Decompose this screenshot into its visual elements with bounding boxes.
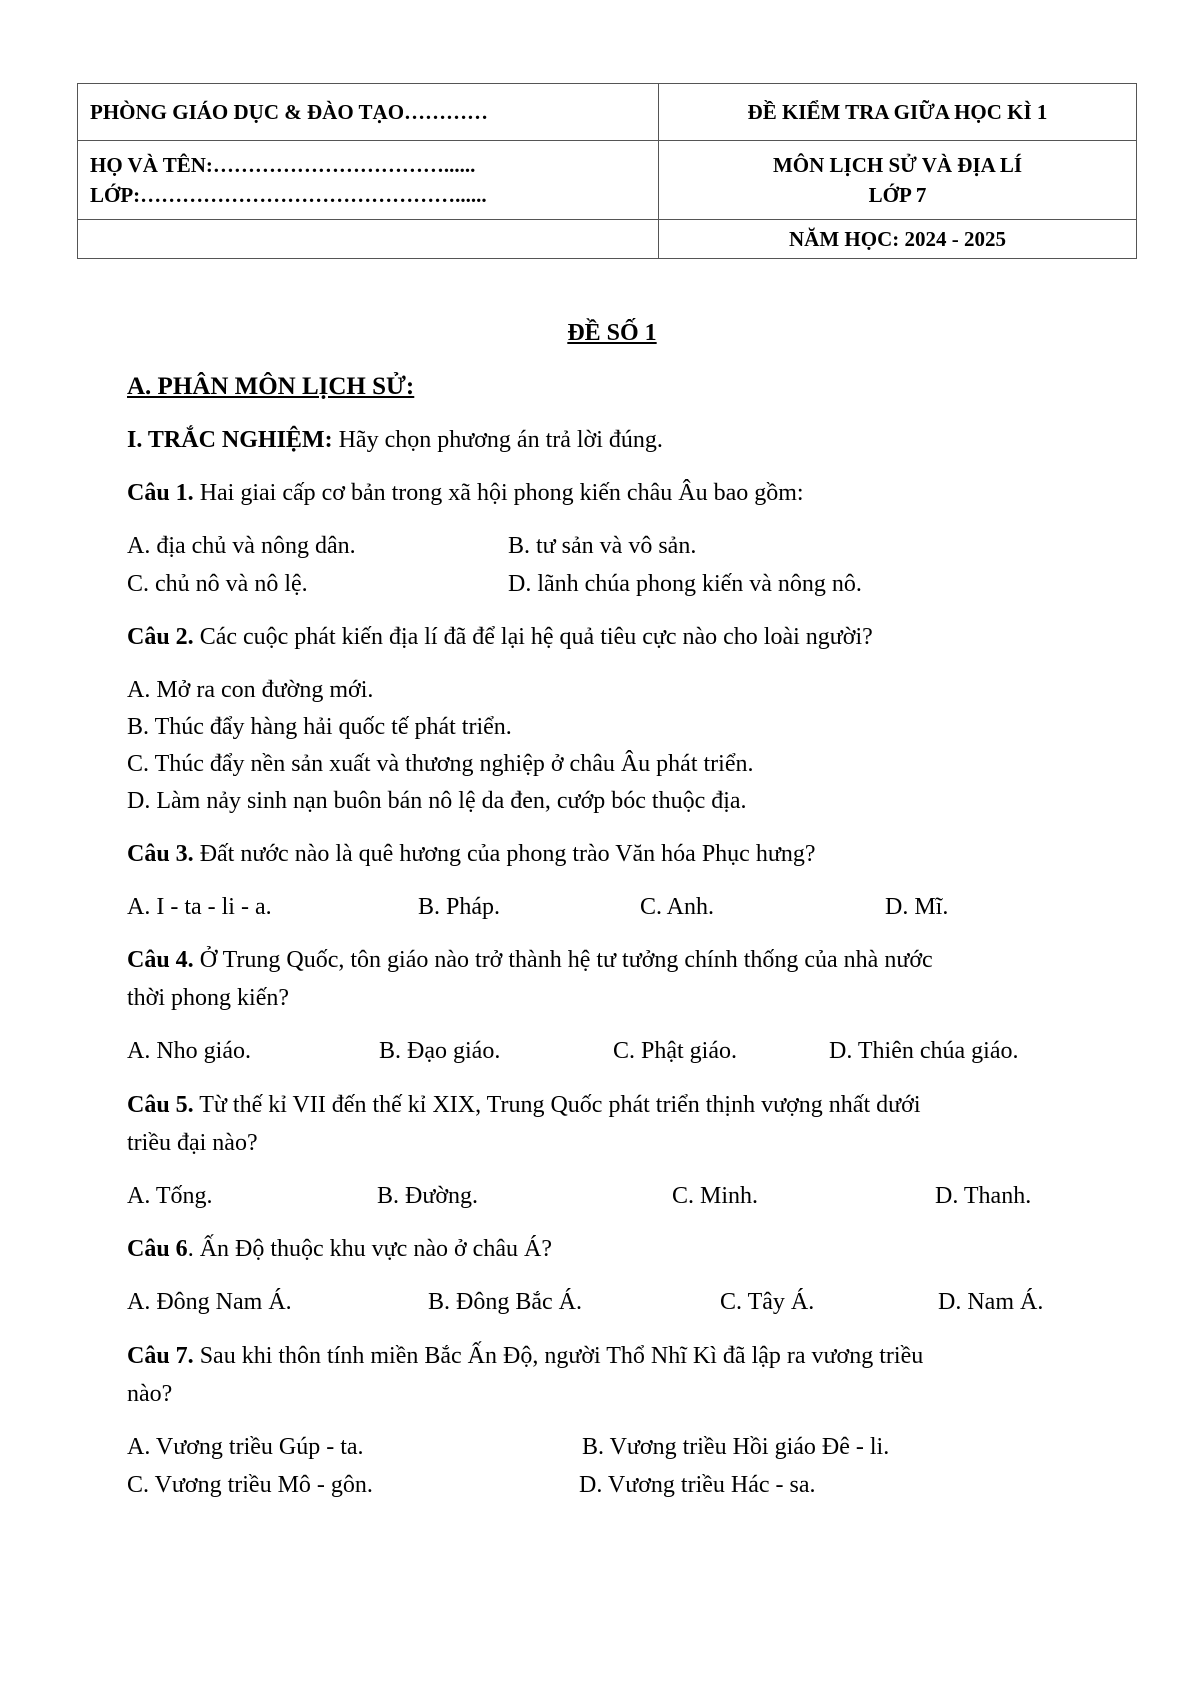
student-name-line: HỌ VÀ TÊN:……………………………...... [90,153,476,177]
question-3-option-b: B. Pháp. [418,894,501,920]
question-4-option-a: A. Nho giáo. [127,1038,251,1064]
question-7-text-cont: nào? [127,1381,173,1407]
question-5-text-cont: triều đại nào? [127,1130,258,1156]
question-3-text: Đất nước nào là quê hương của phong trào Văn hóa Phục hưng? [199,841,816,867]
question-7-text: Sau khi thôn tính miền Bắc Ấn Độ, người Thổ Nhĩ Kì đã lập ra vương triều [199,1343,924,1369]
question-5-text: Từ thế kỉ VII đến thế kỉ XIX, Trung Quốc phát triển thịnh vượng nhất dưới [199,1092,921,1118]
question-2-option-a: A. Mở ra con đường mới. [127,677,374,703]
question-2-number: Câu 2. [127,624,194,650]
grade-level: LỚP 7 [868,183,927,207]
exam-title: ĐỀ KIỂM TRA GIỮA HỌC KÌ 1 [747,99,1048,124]
question-4-option-b: B. Đạo giáo. [379,1038,501,1064]
student-class-line: LỚP:………………………………………...... [90,183,487,207]
question-2-option-c: C. Thúc đẩy nền sản xuất và thương nghiệp ở châu Âu phát triển. [127,751,754,777]
question-6-number: Câu 6 [127,1236,188,1262]
section-heading: A. PHÂN MÔN LỊCH SỬ: [127,373,415,400]
question-4-option-d: D. Thiên chúa giáo. [829,1038,1019,1064]
question-1-stem [127,478,804,508]
question-1-option-b: B. tư sản và vô sản. [508,533,697,559]
question-3-option-a: A. I - ta - li - a. [127,894,272,920]
exam-title-cell [659,84,1137,141]
question-4-text-cont: thời phong kiến? [127,985,289,1011]
question-3-option-d: D. Mĩ. [885,894,949,920]
question-6-option-a: A. Đông Nam Á. [127,1289,292,1315]
question-1-number: Câu 1. [127,480,194,506]
question-1-option-c: C. chủ nô và nô lệ. [127,571,308,597]
question-5-option-d: D. Thanh. [935,1183,1032,1209]
part-label: I. TRẮC NGHIỆM: [127,427,333,453]
question-6-text: . Ấn Độ thuộc khu vực nào ở châu Á? [187,1236,552,1262]
question-1-option-d: D. lãnh chúa phong kiến và nông nô. [508,571,862,597]
question-1-option-a: A. địa chủ và nông dân. [127,533,356,559]
subject-name: MÔN LỊCH SỬ VÀ ĐỊA LÍ [772,153,1023,177]
question-1-text: Hai giai cấp cơ bản trong xã hội phong kiến châu Âu bao gồm: [199,480,804,506]
question-5-option-c: C. Minh. [672,1183,759,1209]
subject-cell [659,141,1137,220]
department-name: PHÒNG GIÁO DỤC & ĐÀO TẠO………… [90,99,489,124]
question-4-option-c: C. Phật giáo. [613,1038,737,1064]
question-4-number: Câu 4. [127,947,194,973]
department-cell [78,84,659,141]
question-2-stem [127,622,873,652]
school-year-cell [659,220,1137,259]
question-6-option-c: C. Tây Á. [720,1289,815,1315]
question-2-text: Các cuộc phát kiến địa lí đã để lại hệ quả tiêu cực nào cho loài người? [199,624,873,650]
question-4-stem [127,945,933,975]
question-7-option-a: A. Vương triều Gúp - ta. [127,1434,364,1460]
question-2-option-b: B. Thúc đẩy hàng hải quốc tế phát triển. [127,714,512,740]
question-5-number: Câu 5. [127,1092,194,1118]
question-3-number: Câu 3. [127,841,194,867]
question-7-option-b: B. Vương triều Hồi giáo Đê - li. [582,1434,890,1460]
question-7-option-c: C. Vương triều Mô - gôn. [127,1472,373,1498]
question-7-option-d: D. Vương triều Hác - sa. [579,1472,816,1498]
question-6-stem [127,1234,552,1264]
exam-code: ĐỀ SỐ 1 [567,320,657,346]
question-2-option-d: D. Làm nảy sinh nạn buôn bán nô lệ da đen, cướp bóc thuộc địa. [127,788,747,814]
question-5-option-a: A. Tống. [127,1183,213,1209]
question-5-option-b: B. Đường. [377,1183,479,1209]
part-heading [127,425,663,455]
question-5-stem [127,1090,920,1120]
question-3-stem [127,839,816,869]
question-7-number: Câu 7. [127,1343,194,1369]
school-year: NĂM HỌC: 2024 - 2025 [789,226,1006,251]
empty-cell [78,220,659,259]
question-6-option-d: D. Nam Á. [938,1289,1044,1315]
header-table [77,83,1137,259]
part-instruction: Hãy chọn phương án trả lời đúng. [338,427,663,453]
student-info-cell [78,141,659,220]
question-6-option-b: B. Đông Bắc Á. [428,1289,582,1315]
question-4-text: Ở Trung Quốc, tôn giáo nào trở thành hệ tư tưởng chính thống của nhà nước [199,947,933,973]
question-3-option-c: C. Anh. [640,894,715,920]
question-7-stem [127,1341,923,1371]
